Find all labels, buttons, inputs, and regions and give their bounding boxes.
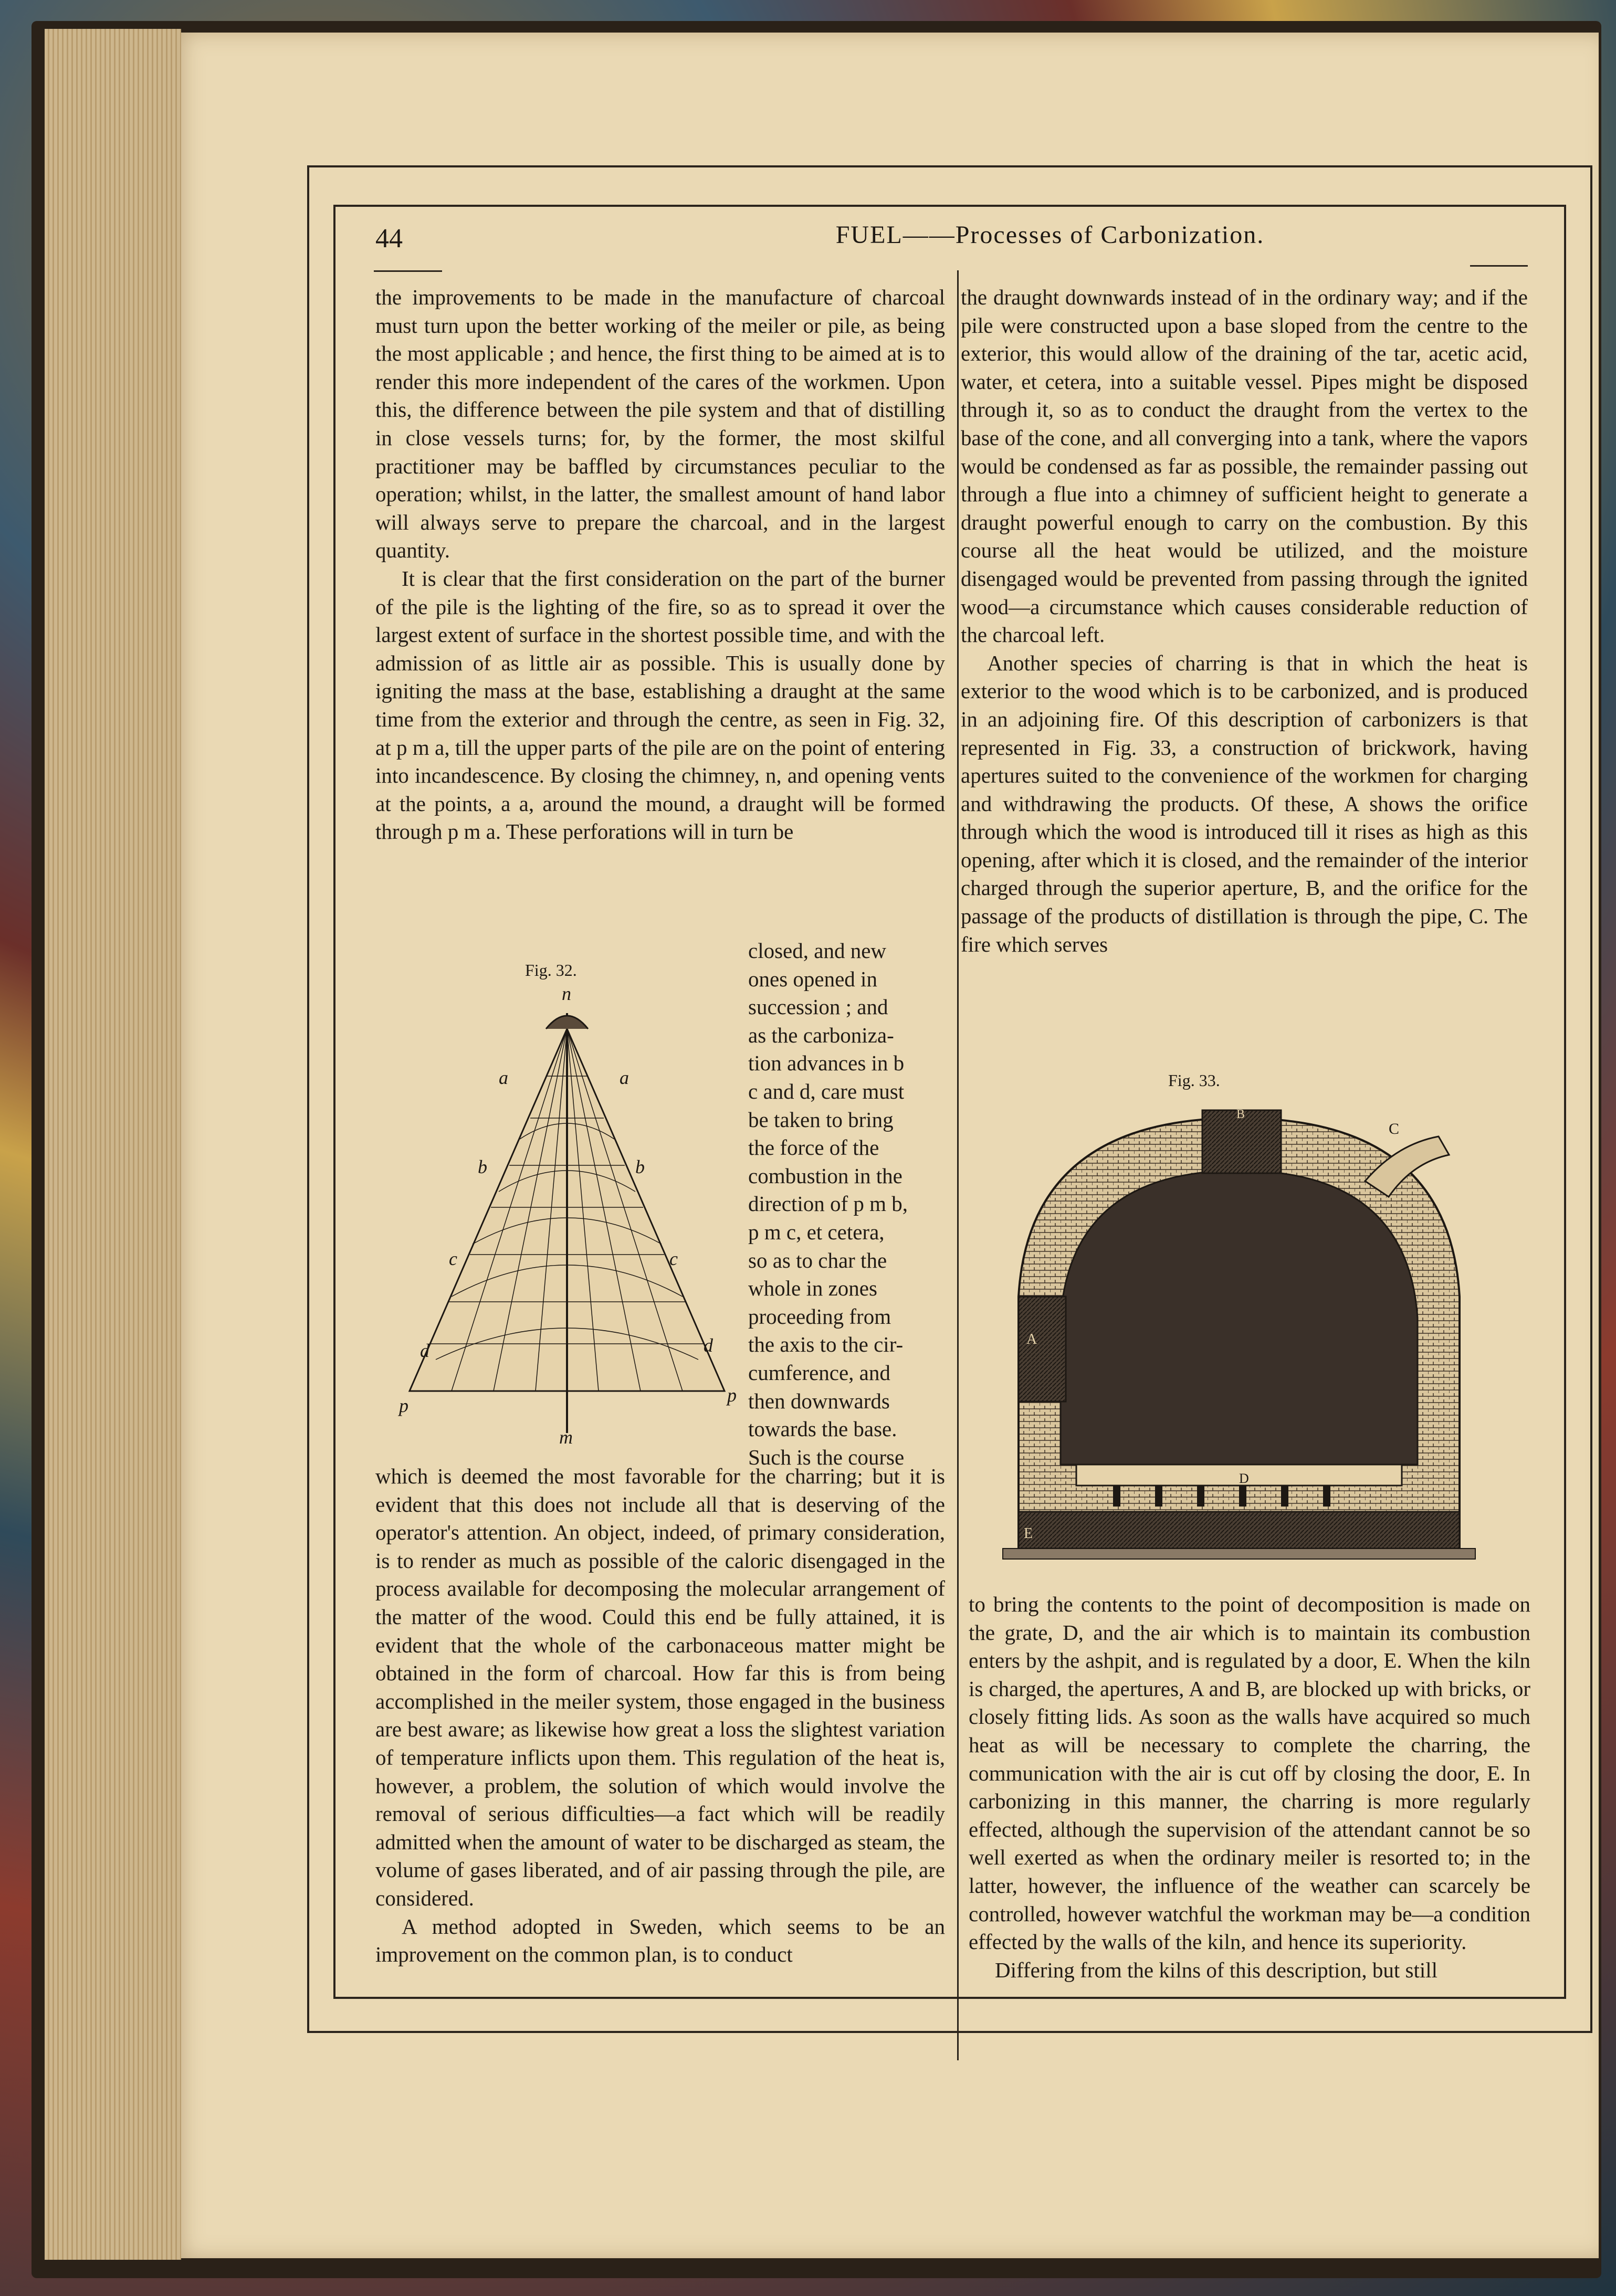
paragraph: Differing from the kilns of this description, but still [995, 1957, 1438, 1982]
fig33-caption: Fig. 33. [1168, 1071, 1220, 1090]
page-edges [45, 29, 181, 2260]
fig33-label-c: C [1389, 1120, 1400, 1138]
paragraph: which is deemed the most favorable for the charring; but it is evident that this does not include all that is deserving of the operator's attention. An object, indeed, of primary consideration, is to render as much as possible of the caloric disengaged in the process available for decomposing the molecular arrangement of the matter of the wood. Could this end be fully attained, it is evident that the whole of the carbonaceous matter might be obtained in the form of charcoal. How far this is from being accomplished in the meiler system, those engaged in the business are best aware; as likewise how great a loss the slightest variation of temperature inflicts upon them. This regulation of the heat is, however, a problem, the solution of which would involve the removal of serious difficulties—a fact which will be readily admitted when the amount of water to be discharged as steam, the volume of gases liberated, and of air passing through the pile, are considered. [375, 1464, 945, 1910]
text-line: direction of p m b, [748, 1192, 908, 1216]
text-line: the force of the [748, 1135, 879, 1160]
kiln-chamber [1061, 1171, 1418, 1465]
fig33-label-e: E [1024, 1525, 1033, 1542]
text-line: cumference, and [748, 1360, 890, 1385]
text-line: whole in zones [748, 1276, 877, 1301]
ashpit [1019, 1512, 1460, 1549]
text-line: then downwards [748, 1388, 890, 1413]
header-rule-left [374, 270, 442, 272]
fig32-label-b-left: b [478, 1156, 487, 1177]
side-aperture-a [1019, 1297, 1066, 1402]
fig33-label-b: B [1236, 1108, 1245, 1121]
right-column-bottom [969, 1591, 1530, 1984]
left-column-top [375, 283, 945, 846]
fig33-label-a: A [1026, 1331, 1037, 1347]
text-line: Such is the course [748, 1445, 905, 1469]
text-line: so as to char the [748, 1248, 887, 1272]
text-line: the axis to the cir- [748, 1332, 904, 1357]
paragraph: the draught downwards instead of in the ordinary way; and if the pile were constructed upon a base sloped from the centre to the exterior, this would allow of the draining of the tar, acetic acid, water, et cetera, into a suitable vessel. Pipes might be disposed through it, so as to conduct the draught from the vertex to the base of the cone, and all converging into a tank, where the vapors would be condensed as far as possible, the remainder passing out through a flue into a chimney of sufficient height to generate a draught powerful enough to carry on the combustion. By this course all the heat would be utilized, and the moisture disengaged would be prevented from passing through the ignited wood—a circumstance which causes considerable reduction of the charcoal left. [961, 285, 1528, 647]
text-line: as the carboniza- [748, 1023, 894, 1047]
fig32-label-d-right: d [704, 1335, 713, 1356]
right-column-top [961, 283, 1528, 959]
paragraph: It is clear that the first consideration on the part of the burner of the pile is the lighting of the fire, so as to spread it over the largest extent of surface in the shortest possible time, and with the admission of as little air as possible. This is usually done by igniting the mass at the base, establishing a draught at the same time from the exterior and through the centre, as seen in Fig. 32, at p m a, till the upper parts of the pile are on the point of entering into incandescence. By closing the chimney, n, and opening vents at the points, a a, around the mound, a draught will be formed through p m a. These perforations will in turn be [375, 566, 945, 844]
fig32-label-n: n [562, 983, 571, 1004]
fig32-charcoal-pile-diagram [389, 982, 746, 1449]
text-line: succession ; and [748, 995, 888, 1019]
fig32-label-c-right: c [669, 1248, 678, 1269]
fig32-label-a-left: a [499, 1067, 508, 1088]
text-line: c and d, care must [748, 1079, 905, 1103]
fig32-label-p-left: p [399, 1395, 408, 1416]
text-line: closed, and new [748, 939, 886, 963]
text-line: p m c, et cetera, [748, 1219, 885, 1244]
paragraph: to bring the contents to the point of decomposition is made on the grate, D, and the air which is to maintain its combustion enters by the ashpit, and is regulated by a door, E. When the kiln is charged, the apertures, A and B, are blocked up with bricks, or closely fitting lids. As soon as the walls have acquired so much heat as will be necessary to complete the charring, the communication with the air is cut off by closing the door, E. In carbonizing in this manner, the charring is more regularly effected, although the supervision of the attendant cannot be so well exerted as when the ordinary meiler is resorted to; in the latter, however, the influence of the weather can scarcely be controlled, however watchful the workman may be—a condition effected by the walls of the kiln, and hence its superiority. [969, 1592, 1530, 1954]
text-line: ones opened in [748, 966, 877, 991]
text-line: be taken to bring [748, 1107, 894, 1132]
fig32-label-a-right: a [620, 1067, 629, 1088]
header-rule-right [1470, 265, 1528, 267]
running-head: FUEL——Processes of Carbonization. [835, 221, 1265, 249]
fig32-label-d-left: d [420, 1340, 429, 1361]
column-divider [957, 270, 959, 2060]
text-line: combustion in the [748, 1163, 903, 1188]
fig32-label-p-right: p [727, 1385, 737, 1406]
kiln-base [1003, 1549, 1475, 1559]
fig32-caption: Fig. 32. [525, 961, 577, 980]
paragraph: the improvements to be made in the manufacture of charcoal must turn upon the better working of the meiler or pile, as being the most applicable ; and hence, the first thing to be aimed at is to render this more independent of the cares of the workmen. Upon this, the difference between the pile system and that of distilling in close vessels turns; for, by the former, the most skilful practitioner may be baffled by circumstances peculiar to the operation; whilst, in the latter, the smallest amount of hand labor will always serve to prepare the charcoal, and in the largest quantity. [375, 285, 945, 563]
left-column-bottom [375, 1462, 945, 1969]
text-line: proceeding from [748, 1304, 891, 1329]
fig32-label-b-right: b [635, 1156, 645, 1177]
page-number: 44 [375, 224, 403, 254]
text-line: towards the base. [748, 1417, 897, 1441]
paragraph: A method adopted in Sweden, which seems to be an improvement on the common plan, is to conduct [375, 1914, 945, 1967]
fig32-label-m: m [559, 1427, 573, 1448]
fig32-label-c-left: c [449, 1248, 457, 1269]
fig33-kiln-diagram [998, 1097, 1481, 1564]
fig33-label-d: D [1239, 1471, 1249, 1486]
text-beside-fig32 [748, 937, 942, 1471]
text-line: tion advances in b [748, 1051, 905, 1076]
paragraph: Another species of charring is that in which the heat is exterior to the wood which is to be carbonized, and is produced in an adjoining fire. Of this description of carbonizers is that represented in Fig. 33, a construction of brickwork, having apertures suited to the convenience of the workmen for charging and withdrawing the products. Of these, A shows the orifice through which the wood is introduced till it rises as high as this opening, after which it is closed, and the remainder of the interior charged through the superior aperture, B, and the orifice for the passage of the products of distillation is through the pipe, C. The fire which serves [961, 650, 1528, 956]
